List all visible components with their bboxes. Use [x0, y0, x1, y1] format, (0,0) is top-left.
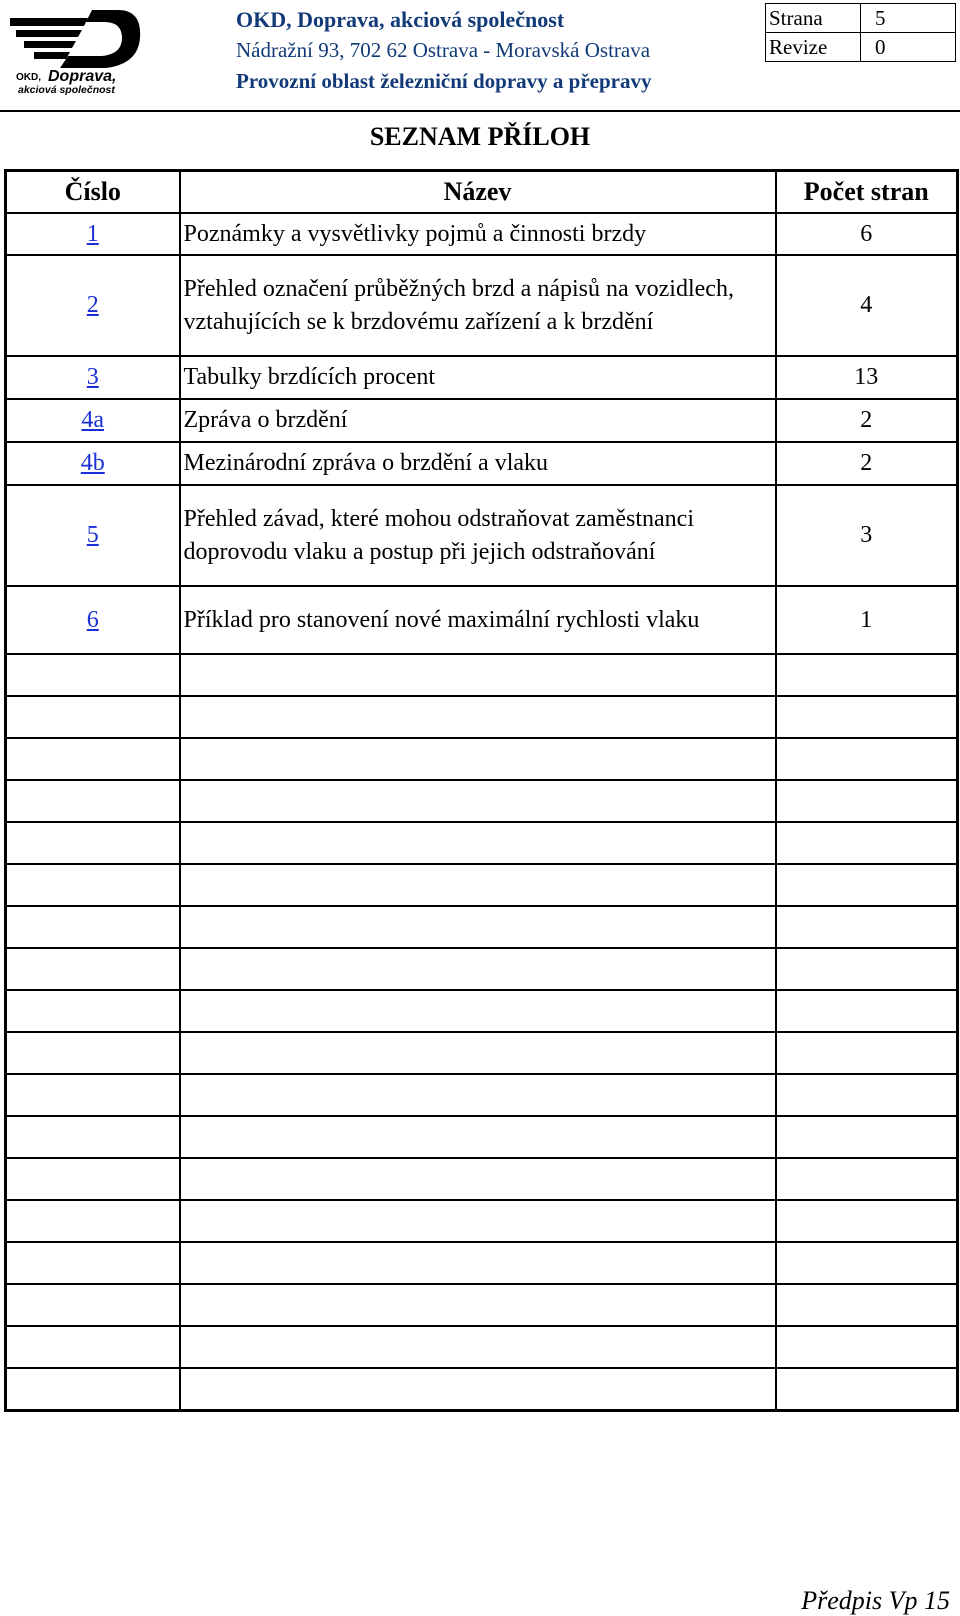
company-name: OKD, Doprava, akciová společnost [236, 7, 565, 32]
annex-pages: 3 [776, 485, 958, 586]
empty-cell [6, 1242, 180, 1284]
empty-cell [776, 906, 958, 948]
empty-cell [180, 864, 776, 906]
empty-row [6, 1326, 958, 1368]
empty-cell [180, 738, 776, 780]
empty-cell [6, 738, 180, 780]
annex-pages: 4 [776, 255, 958, 356]
annex-link[interactable]: 4a [81, 407, 105, 433]
table-row [6, 255, 958, 356]
empty-cell [180, 1368, 776, 1411]
empty-row [6, 948, 958, 990]
empty-cell [6, 1200, 180, 1242]
empty-cell [6, 1074, 180, 1116]
annex-number-cell [6, 255, 180, 356]
revision-row [766, 33, 956, 62]
empty-cell [180, 990, 776, 1032]
empty-row [6, 864, 958, 906]
empty-row [6, 1074, 958, 1116]
empty-cell [180, 696, 776, 738]
empty-cell [180, 822, 776, 864]
empty-row [6, 990, 958, 1032]
empty-cell [6, 906, 180, 948]
empty-cell [180, 654, 776, 696]
empty-row [6, 906, 958, 948]
annex-number-cell [6, 356, 180, 399]
logo-text-company: akciová společnost [18, 84, 115, 96]
empty-row [6, 1284, 958, 1326]
logo-text-brand: Doprava, [48, 68, 117, 85]
empty-cell [6, 1116, 180, 1158]
annex-link[interactable]: 4b [80, 450, 105, 476]
revision-value: 0 [861, 33, 956, 62]
annex-pages: 1 [776, 586, 958, 654]
empty-row [6, 1032, 958, 1074]
empty-row [6, 654, 958, 696]
annex-link[interactable]: 1 [86, 220, 99, 247]
empty-cell [776, 1326, 958, 1368]
empty-cell [6, 948, 180, 990]
empty-cell [776, 1200, 958, 1242]
empty-cell [180, 1158, 776, 1200]
empty-row [6, 1368, 958, 1411]
annex-pages: 13 [776, 356, 958, 399]
page-label: Strana [766, 4, 861, 33]
annex-name: Přehled závad, které mohou odstraňovat zaměstnanci doprovodu vlaku a postup při jejich odstraňování [180, 485, 776, 586]
empty-row [6, 738, 958, 780]
empty-row [6, 1200, 958, 1242]
empty-cell [6, 1368, 180, 1411]
table-row [6, 586, 958, 654]
annex-name: Přehled označení průběžných brzd a nápisů na vozidlech, vztahujících se k brzdovému zařízení a k brzdění [180, 255, 776, 356]
empty-cell [180, 1074, 776, 1116]
empty-cell [6, 1032, 180, 1074]
table-row [6, 399, 958, 442]
empty-cell [776, 738, 958, 780]
page-value: 5 [861, 4, 956, 33]
empty-cell [776, 1032, 958, 1074]
empty-row [6, 696, 958, 738]
empty-row [6, 780, 958, 822]
empty-cell [180, 906, 776, 948]
empty-cell [180, 1284, 776, 1326]
annex-number-cell [6, 442, 180, 485]
empty-cell [776, 1116, 958, 1158]
annex-link[interactable]: 3 [86, 364, 99, 390]
annex-number-cell [6, 485, 180, 586]
empty-cell [180, 1032, 776, 1074]
empty-cell [776, 990, 958, 1032]
page-info-table [765, 3, 956, 62]
empty-cell [776, 1368, 958, 1411]
empty-cell [776, 1242, 958, 1284]
annex-number-cell [6, 399, 180, 442]
annex-pages: 2 [776, 399, 958, 442]
header-number: Číslo [6, 171, 180, 214]
annex-pages: 2 [776, 442, 958, 485]
empty-cell [180, 1200, 776, 1242]
empty-cell [6, 1284, 180, 1326]
company-address: Nádražní 93, 702 62 Ostrava - Moravská Ostrava [236, 38, 651, 62]
empty-cell [180, 1326, 776, 1368]
empty-row [6, 1116, 958, 1158]
document-footer: Předpis Vp 15 [801, 1586, 950, 1615]
logo-text-okd: OKD, [16, 72, 41, 83]
annex-pages: 6 [776, 213, 958, 255]
empty-cell [6, 654, 180, 696]
empty-cell [776, 948, 958, 990]
empty-cell [6, 696, 180, 738]
empty-row [6, 1242, 958, 1284]
annex-link[interactable]: 6 [86, 606, 99, 633]
table-row [6, 213, 958, 255]
empty-cell [776, 1158, 958, 1200]
empty-cell [6, 1326, 180, 1368]
empty-cell [776, 822, 958, 864]
empty-cell [6, 864, 180, 906]
empty-cell [776, 696, 958, 738]
annex-name: Zpráva o brzdění [180, 399, 776, 442]
company-logo [6, 4, 142, 96]
table-header-row [6, 171, 958, 214]
empty-cell [180, 1116, 776, 1158]
annex-name: Poznámky a vysvětlivky pojmů a činnosti brzdy [180, 213, 776, 255]
empty-cell [6, 990, 180, 1032]
annex-number-cell [6, 586, 180, 654]
company-area: Provozní oblast železniční dopravy a přepravy [236, 69, 652, 93]
empty-cell [776, 864, 958, 906]
empty-cell [180, 1242, 776, 1284]
empty-cell [776, 780, 958, 822]
empty-cell [180, 780, 776, 822]
empty-cell [6, 780, 180, 822]
page-title: SEZNAM PŘÍLOH [369, 122, 591, 151]
revision-label: Revize [766, 33, 861, 62]
empty-cell [776, 1074, 958, 1116]
empty-cell [776, 654, 958, 696]
empty-row [6, 822, 958, 864]
logo-stripe [16, 30, 82, 37]
table-row [6, 442, 958, 485]
annex-link[interactable]: 2 [86, 292, 99, 318]
empty-cell [180, 948, 776, 990]
empty-cell [6, 822, 180, 864]
logo-stripe [10, 18, 88, 26]
header-pages: Počet stran [776, 171, 958, 214]
company-block [236, 4, 652, 97]
logo-stripe [34, 52, 70, 59]
header-name: Název [180, 171, 776, 214]
table-row [6, 356, 958, 399]
annex-number-cell [6, 213, 180, 255]
annex-table [4, 169, 959, 1412]
header-divider [0, 110, 960, 112]
empty-cell [776, 1284, 958, 1326]
annex-name: Tabulky brzdících procent [180, 356, 776, 399]
empty-cell [6, 1158, 180, 1200]
empty-row [6, 1158, 958, 1200]
page-row [766, 4, 956, 33]
table-row [6, 485, 958, 586]
annex-link[interactable]: 5 [86, 522, 99, 548]
logo-stripe [24, 41, 76, 48]
annex-name: Mezinárodní zpráva o brzdění a vlaku [180, 442, 776, 485]
annex-name: Příklad pro stanovení nové maximální rychlosti vlaku [180, 586, 776, 654]
